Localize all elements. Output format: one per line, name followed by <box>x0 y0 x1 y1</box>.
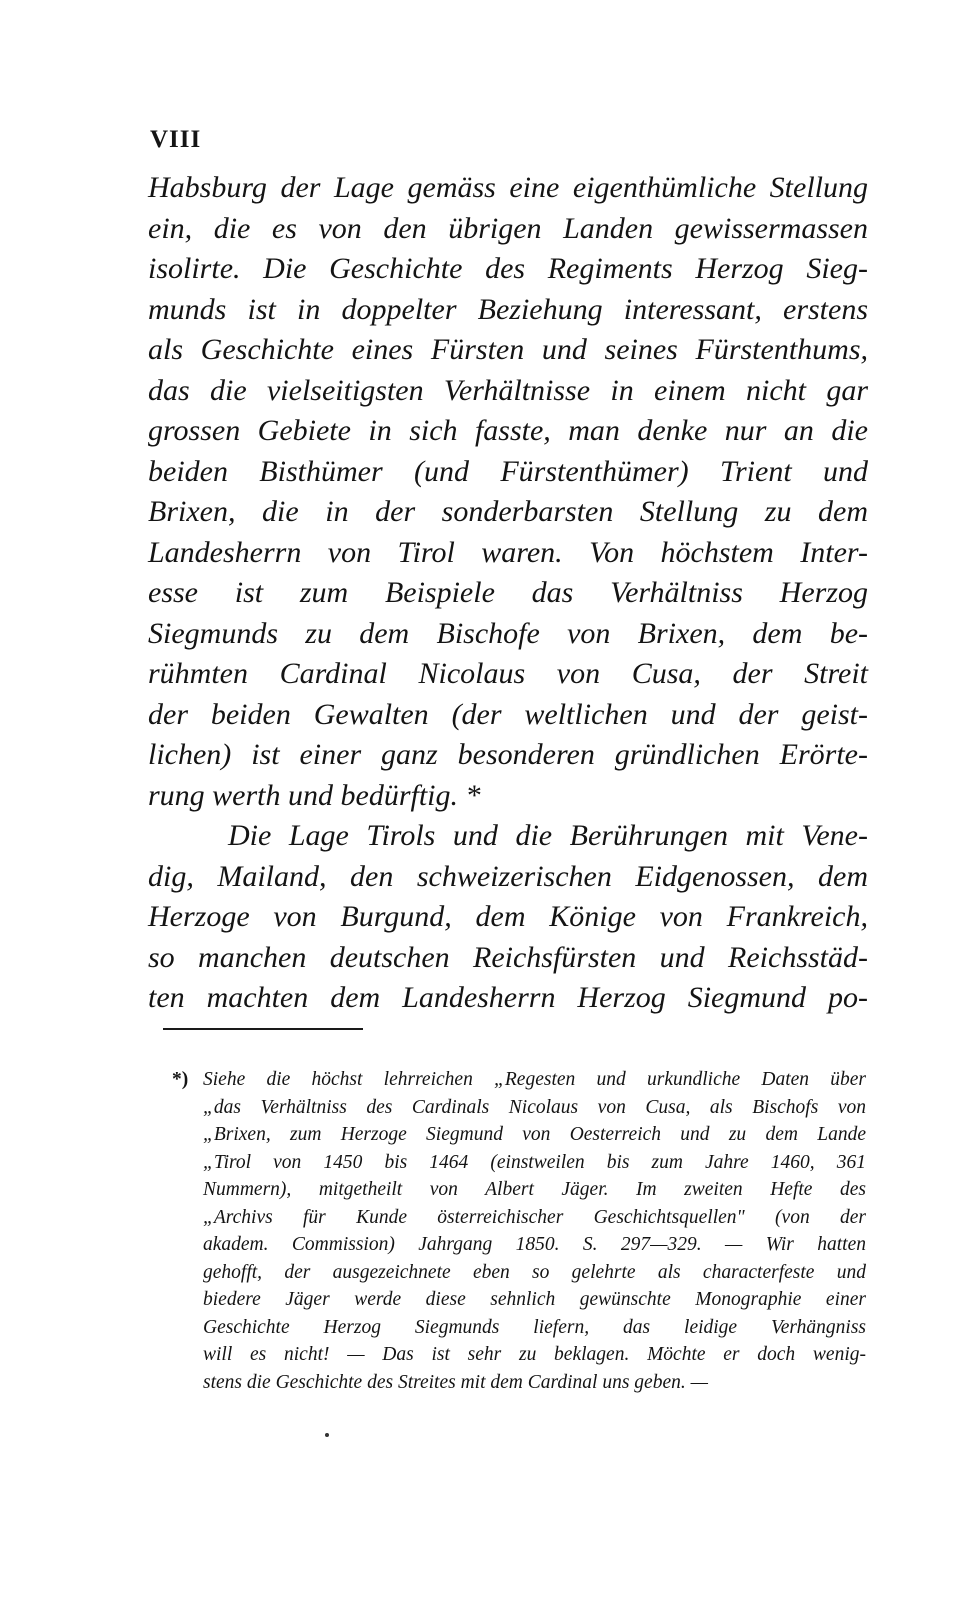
footnote-line: „Brixen, zum Herzoge Siegmund von Oesterreich und zu dem Lande <box>203 1124 866 1145</box>
footnote-line: will es nicht! — Das ist sehr zu beklagen. Möchte er doch wenig- <box>203 1344 866 1365</box>
footnote-line: Geschichte Herzog Siegmunds liefern, das leidige Verhängniss <box>203 1316 866 1338</box>
body-line: so manchen deutschen Reichsfürsten und Reichsstäd- <box>148 940 868 974</box>
body-line: isolirte. Die Geschichte des Regiments Herzog Sieg- <box>148 252 868 285</box>
body-line: ein, die es von den übrigen Landen gewissermassen <box>148 211 868 245</box>
footnote <box>172 1066 866 1396</box>
body-line: beiden Bisthümer (und Fürstenthümer) Trient und <box>148 454 868 488</box>
body-line: esse ist zum Beispiele das Verhältniss Herzog <box>148 576 868 609</box>
footnote-line: akadem. Commission) Jahrgang 1850. S. 297—329. — Wir hatten <box>203 1234 866 1255</box>
footnote-line: biedere Jäger werde diese sehnlich gewünschte Monographie einer <box>203 1289 866 1310</box>
page-number: VIII <box>150 126 202 153</box>
body-line: als Geschichte eines Fürsten und seines Fürstenthums, <box>148 333 868 366</box>
body-text <box>148 168 868 1019</box>
body-line: lichen) ist einer ganz besonderen gründlichen Erörte- <box>148 738 868 771</box>
body-line: Habsburg der Lage gemäss eine eigenthümliche Stellung <box>148 171 868 204</box>
footnote-separator <box>163 1028 363 1030</box>
footnote-line: „Tirol von 1450 bis 1464 (einstweilen bis zum Jahre 1460, 361 <box>203 1151 866 1173</box>
body-line: ten machten dem Landesherrn Herzog Siegmund po- <box>148 981 868 1014</box>
body-line: rühmten Cardinal Nicolaus von Cusa, der Streit <box>148 657 868 690</box>
body-line: Landesherrn von Tirol waren. Von höchstem Inter- <box>148 535 868 569</box>
body-line: munds ist in doppelter Beziehung interessant, erstens <box>148 292 868 326</box>
body-line: grossen Gebiete in sich fasste, man denke nur an die <box>148 414 868 447</box>
footnote-line: Nummern), mitgetheilt von Albert Jäger. Im zweiten Hefte des <box>203 1179 866 1200</box>
footnote-line: gehofft, der ausgezeichnete eben so gelehrte als characterfeste und <box>203 1261 866 1283</box>
body-line: Brixen, die in der sonderbarsten Stellung zu dem <box>148 495 868 528</box>
body-line: Die Lage Tirols und die Berührungen mit Vene- <box>228 819 868 852</box>
body-line: dig, Mailand, den schweizerischen Eidgenossen, dem <box>148 859 868 893</box>
body-line: das die vielseitigsten Verhältnisse in einem nicht gar <box>148 373 868 407</box>
body-line: der beiden Gewalten (der weltlichen und der geist- <box>148 697 868 731</box>
ink-speck <box>325 1433 329 1437</box>
footnote-line-text: Siehe die höchst lehrreichen „Regesten und urkundliche Daten über <box>203 1069 866 1090</box>
body-line: Siegmunds zu dem Bischofe von Brixen, dem be- <box>148 616 868 650</box>
footnote-marker: *) <box>172 1069 189 1090</box>
footnote-line: „das Verhältniss des Cardinals Nicolaus von Cusa, als Bischofs von <box>203 1096 866 1118</box>
footnote-line <box>172 1066 866 1094</box>
footnote-line: stens die Geschichte des Streites mit dem Cardinal uns geben. — <box>203 1371 708 1393</box>
body-line: rung werth und bedürftig. * <box>148 778 481 812</box>
footnote-line: „Archivs für Kunde österreichischer Geschichtsquellen" (von der <box>203 1206 866 1228</box>
body-line: Herzoge von Burgund, dem Könige von Frankreich, <box>148 900 868 933</box>
